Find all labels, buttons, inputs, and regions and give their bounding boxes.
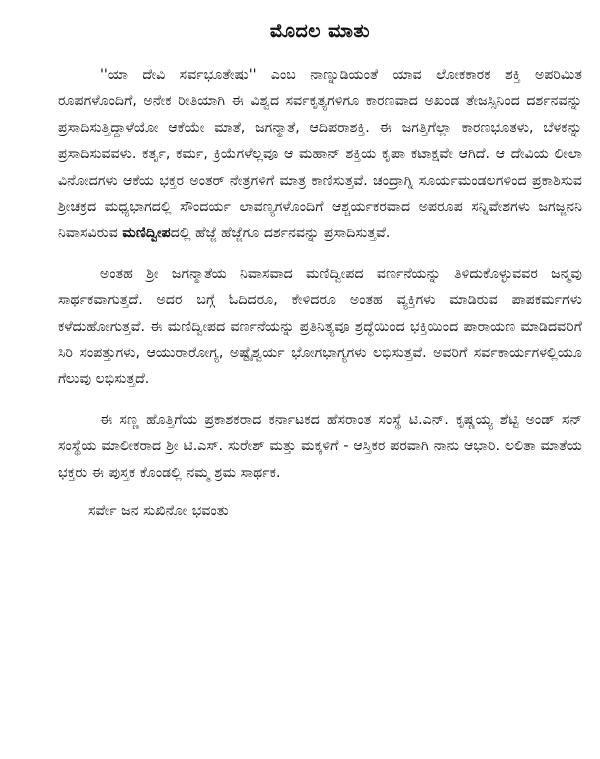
paragraph-2: ಅಂತಹ ಶ್ರೀ ಜಗನ್ಮಾತೆಯ ನಿವಾಸವಾದ ಮಣಿದ್ವೀಪದ ವರ್ಣನೆಯನ್ನು ತಿಳಿದುಕೊಳ್ಳುವವರ ಜನ್ಮವು ಸಾರ್ಥಕವಾಗುತ್ತದೆ. ಅದರ ಬಗ್ಗೆ ಓದಿದರೂ, ಕೇಳಿದರೂ ಅಂತಹ ವ್ಯಕ್ತಿಗಳು ಮಾಡಿರುವ ಪಾಪಕರ್ಮಗಳು ಕಳೆದುಹೋಗುತ್ತವೆ. ಈ ಮಣಿದ್ವೀಪದ ವರ್ಣನೆಯನ್ನು ಪ್ರತಿನಿತ್ಯವೂ ಶ್ರದ್ಧೆಯಿಂದ ಭಕ್ತಿಯಿಂದ ಪಾರಾಯಣ ಮಾಡಿದವರಿಗೆ ಸಿರಿ ಸಂಪತ್ತುಗಳು, ಆಯುರಾರೋಗ್ಯ, ಅಷ್ಟೈಶ್ವರ್ಯ ಭೋಗಭಾಗ್ಯಗಳು ಲಭಿಸುತ್ತವೆ. ಅವರಿಗೆ ಸರ್ವಕಾರ್ಯಗಳಲ್ಲಿಯೂ ಗೆಲುವು ಲಭಿಸುತ್ತದೆ.: [58, 265, 582, 388]
paragraph-1: [58, 62, 582, 247]
closing-line: ಸರ್ವೇ ಜನ ಸುಖಿನೋ ಭವಂತು: [88, 503, 229, 520]
page-title: ಮೊದಲ ಮಾತು: [269, 20, 371, 42]
paragraph-1-text-start: ''ಯಾ ದೇವಿ ಸರ್ವಭೂತೇಷು'' ಎಂಬ ನಾಣ್ನುಡಿಯಂತೆ ಯಾವ ಲೋಕಕಾರಕ ಶಕ್ತಿ ಅಪರಿಮಿತ ರೂಪಗಳೊಂದಿಗೆ, ಅನೇಕ ರೀತಿಯಾಗಿ ಈ ವಿಶ್ವದ ಸರ್ವಕೃತ್ಯಗಳಿಗೂ ಕಾರಣವಾದ ಅಖಂಡ ತೇಜಸ್ಸಿನಿಂದ ದರ್ಶನವನ್ನು ಪ್ರಸಾದಿಸುತ್ತಿದ್ದಾಳೆಯೋ ಆಕೆಯೇ ಮಾತೆ, ಜಗನ್ಮಾತೆ, ಆದಿಪರಾಶಕ್ತಿ. ಈ ಜಗತ್ತಿಗೆಲ್ಲಾ ಕಾರಣಭೂತಳು, ಬೆಳಕನ್ನು ಪ್ರಸಾದಿಸುವವಳು. ಕರ್ತೃ, ಕರ್ಮ, ಕ್ರಿಯೆಗಳೆಲ್ಲವೂ ಆ ಮಹಾನ್ ಶಕ್ತಿಯ ಕೃಪಾ ಕಟಾಕ್ಷವೇ ಆಗಿದೆ. ಆ ದೇವಿಯ ಲೀಲಾ ವಿನೋದಗಳು ಆಕೆಯ ಭಕ್ತರ ಅಂತರ್ ನೇತ್ರಗಳಿಗೆ ಮಾತ್ರ ಕಾಣಿಸುತ್ತವೆ. ಚಂದ್ರಾಗ್ನಿ ಸೂರ್ಯಮಂಡಲಗಳಿಂದ ಪ್ರಕಾಶಿಸುವ ಶ್ರೀಚಕ್ರದ ಮಧ್ಯಭಾಗದಲ್ಲಿ ಸೌಂದರ್ಯ ಲಾವಣ್ಯಗಳೊಂದಿಗೆ ಆಶ್ಚರ್ಯಕರವಾದ ಅಪರೂಪ ಸನ್ನಿವೇಶಗಳು ಜಗಜ್ಜನನಿ ನಿವಾಸವಿರುವ: [58, 67, 582, 242]
paragraph-1-bold-term: ಮಣಿದ್ವೀಪ: [122, 225, 171, 242]
paragraph-3: ಈ ಸಣ್ಣ ಹೊತ್ತಿಗೆಯ ಪ್ರಕಾಶಕರಾದ ಕರ್ನಾಟಕದ ಹೆಸರಾಂತ ಸಂಸ್ಥೆ ಟಿ.ಎನ್. ಕೃಷ್ಣಯ್ಯ ಶೆಟ್ಟಿ ಅಂಡ್ ಸನ್ ಸಂಸ್ಥೆಯ ಮಾಲೀಕರಾದ ಶ್ರೀ ಟಿ.ಎಸ್. ಸುರೇಶ್ ಮತ್ತು ಮಕ್ಕಳಿಗೆ - ಆಸ್ತಿಕರ ಪರವಾಗಿ ನಾನು ಆಭಾರಿ. ಲಲಿತಾ ಮಾತೆಯ ಭಕ್ತರು ಈ ಪುಸ್ತಕ ಕೊಂಡಲ್ಲಿ ನಮ್ಮ ಶ್ರಮ ಸಾರ್ಥಕ.: [58, 411, 582, 481]
paragraph-1-text-end: ದಲ್ಲಿ ಹೆಜ್ಜೆ ಹೆಜ್ಜೆಗೂ ದರ್ಶನವನ್ನು ಪ್ರಸಾದಿಸುತ್ತವೆ.: [170, 225, 391, 242]
